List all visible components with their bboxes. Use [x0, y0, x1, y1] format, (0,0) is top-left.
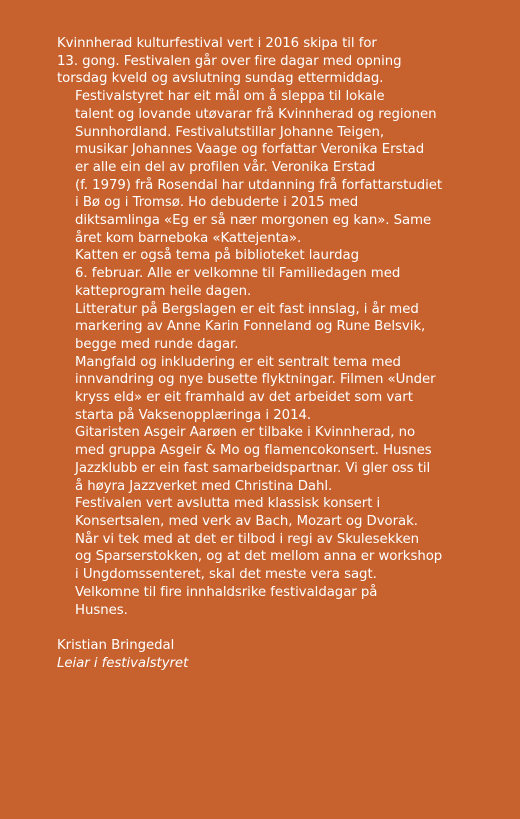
text-line: innvandring og nye busette flyktningar. Filmen «Under	[75, 372, 436, 388]
text-line: å høyra Jazzverket med Christina Dahl.	[75, 478, 333, 494]
text-line: og Sparserstokken, og at det mellom anna er workshop	[75, 549, 443, 565]
article-body	[57, 35, 497, 672]
paragraph	[57, 35, 497, 88]
text-line: 6. februar. Alle er velkomne til Familiedagen med	[75, 266, 401, 282]
text-line: Mangfald og inkludering er eit sentralt tema med	[75, 354, 401, 370]
paragraph	[57, 495, 497, 530]
paragraph	[57, 88, 497, 247]
text-line: med gruppa Asgeir & Mo og flamencokonsert. Husnes	[75, 443, 432, 459]
text-line: musikar Johannes Vaage og forfattar Veronika Erstad	[75, 142, 425, 158]
text-line: i Bø og i Tromsø. Ho debuderte i 2015 med	[75, 195, 359, 211]
text-line: kryss eld» er eit framhald av det arbeidet som vart	[75, 390, 413, 406]
text-line: katteprogram heile dagen.	[75, 283, 252, 299]
text-line: Når vi tek med at det er tilbod i regi av Skulesekken	[75, 531, 419, 547]
text-line: diktsamlinga «Eg er så nær morgonen eg kan». Same	[75, 213, 432, 229]
text-line: Festivalstyret har eit mål om å sleppa til lokale	[75, 89, 385, 105]
text-line: Sunnhordland. Festivalutstillar Johanne Teigen,	[75, 124, 385, 140]
text-line: året kom barneboka «Kattejenta».	[75, 230, 302, 246]
paragraph	[57, 354, 497, 425]
text-line: i Ungdomssenteret, skal det meste vera sagt.	[75, 567, 377, 583]
text-line: Velkomne til fire innhaldsrike festivaldagar på	[75, 584, 378, 600]
text-line: starta på Vaksenopplæringa i 2014.	[75, 407, 312, 423]
paragraph	[57, 531, 497, 584]
text-line: (f. 1979) frå Rosendal har utdanning frå forfattarstudiet	[75, 177, 443, 193]
text-line: Konsertsalen, med verk av Bach, Mozart og Dvorak.	[75, 513, 418, 529]
text-line: torsdag kveld og avslutning sundag ettermiddag.	[57, 71, 384, 87]
paragraph	[57, 301, 497, 354]
text-line: Litteratur på Bergslagen er eit fast innslag, i år med	[75, 301, 419, 317]
paragraph-list	[57, 35, 497, 619]
text-line: Festivalen vert avslutta med klassisk konsert i	[75, 496, 381, 512]
paragraph	[57, 247, 497, 300]
signature-name: Kristian Bringedal	[57, 637, 175, 653]
text-line: er alle ein del av profilen vår. Veronika Erstad	[75, 159, 376, 175]
text-line: talent og lovande utøvarar frå Kvinnherad og regionen	[75, 106, 437, 122]
text-line: Kvinnherad kulturfestival vert i 2016 skipa til for	[57, 36, 377, 51]
text-line: markering av Anne Karin Fonneland og Rune Belsvik,	[75, 319, 426, 335]
text-line: Gitaristen Asgeir Aarøen er tilbake i Kvinnherad, no	[75, 425, 416, 441]
paragraph	[57, 584, 497, 619]
text-line: Katten er også tema på biblioteket laurdag	[75, 248, 359, 264]
text-line: Husnes.	[75, 602, 128, 618]
paragraph	[57, 424, 497, 495]
text-line: Jazzklubb er ein fast samarbeidspartnar. Vi gler oss til	[75, 460, 431, 476]
signature-block	[57, 637, 497, 672]
signature-title: Leiar i festivalstyret	[57, 655, 189, 671]
text-line: begge med runde dagar.	[75, 336, 239, 352]
text-line: 13. gong. Festivalen går over fire dagar med opning	[57, 53, 402, 69]
